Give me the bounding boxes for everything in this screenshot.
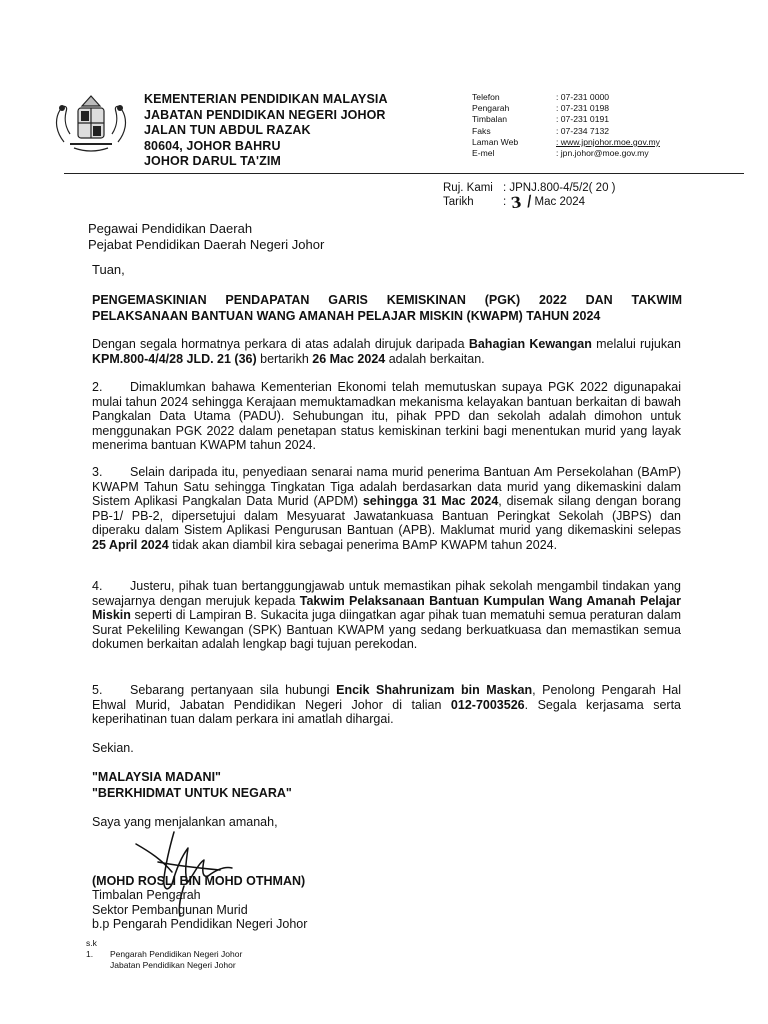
position-line: b.p Pengarah Pendidikan Negeri Johor <box>92 917 308 931</box>
contact-row <box>472 148 660 159</box>
motto-line: "BERKHIDMAT UNTUK NEGARA" <box>92 785 292 800</box>
date-value: Mac 2024 <box>534 195 586 208</box>
text-run: tidak akan diambil kira sebagai penerima BAmP KWAPM tahun 2024. <box>168 537 558 552</box>
cc-line: Jabatan Pendidikan Negeri Johor <box>110 959 236 970</box>
ref-value: : JPNJ.800-4/5/2( 20 ) <box>503 182 616 194</box>
bold-run: Takwim Pelaksanaan Bantuan Kumpulan Wang Amanah Pelajar Miskin <box>92 593 681 623</box>
text-run: Selain daripada itu, penyediaan senarai nama murid penerima Bantuan Am Persekolahan (BAmP) KWAPM Tahun Satu sehingga Tingkatan Tiga adalah berdasarkan data murid yang dikemaskini dalam Sistem Aplikasi Pangkalan Data Murid (APDM) <box>92 465 681 509</box>
org-line: JALAN TUN ABDUL RAZAK <box>144 123 311 137</box>
text-run: adalah berkaitan. <box>385 351 485 366</box>
reference-block <box>443 182 616 212</box>
org-line: KEMENTERIAN PENDIDIKAN MALAYSIA <box>144 92 388 106</box>
letter-title <box>92 293 682 324</box>
motto-line: "MALAYSIA MADANI" <box>92 770 221 784</box>
signatory-name: (MOHD ROSLI BIN MOHD OTHMAN) <box>92 874 306 888</box>
position-line: Sektor Pembangunan Murid <box>92 902 248 917</box>
text-run: , Penolong Pengarah Hal Ehwal Murid, Jabatan Pendidikan Negeri Johor di talian <box>92 683 682 712</box>
contact-row <box>472 92 660 103</box>
contact-value: : 07-234 7132 <box>556 125 610 136</box>
text-run: Sebarang pertanyaan sila hubungi <box>130 683 337 697</box>
ministry-address <box>144 92 388 170</box>
contact-label: Laman Web <box>472 136 519 147</box>
coat-of-arms-logo <box>46 92 136 154</box>
text-run: , disemak silang dengan borang PB-1/ PB-2, dipersetujui dalam Mesyuarat Jawatankuasa Bantuan Peringkat Sekolah (JBPS) dan diperaku dalam Sistem Aplikasi Pengurusan Bantuan (APB). Maklumat murid yang dikemaskini selepas <box>92 494 681 538</box>
date-label: Tarikh <box>443 195 474 208</box>
cc-number: 1. <box>86 948 94 959</box>
title-line: PENGEMASKINIAN PENDAPATAN GARIS KEMISKINAN (PGK) 2022 DAN TAKWIM <box>92 293 682 307</box>
paragraph-1 <box>92 337 681 366</box>
bold-run: 012-7003526 <box>450 697 525 712</box>
org-line: JABATAN PENDIDIKAN NEGERI JOHOR <box>144 107 386 122</box>
text-run: Justeru, pihak tuan bertanggungjawab untuk memastikan pihak sekolah mengambil tindakan yang sewajarnya dengan merujuk kepada <box>92 579 681 608</box>
bold-run: Bahagian Kewangan <box>468 337 592 351</box>
contact-value: : 07-231 0198 <box>556 103 610 114</box>
text-run: Dimaklumkan bahawa Kementerian Ekonomi telah memutuskan supaya PGK 2022 digunapakai mulai tahun 2024 sehingga Kerajaan memuktamadkan mekanisma kelayakan bantuan berkaitan di bawah Pangkalan Data Utama (PADU). Sehubungan itu, pihak PPD dan sekolah adalah dimohon untuk menggunakan PGK 2022 dalam penetapan status kemiskinan terkini bagi menentukan murid yang layak menerima bantuan KWAPM tahun 2024. <box>92 380 681 453</box>
position-line: Timbalan Pengarah <box>92 888 201 902</box>
website-link[interactable]: : www.jpnjohor.moe.gov.my <box>556 136 660 147</box>
recipient-line: Pejabat Pendidikan Daerah Negeri Johor <box>88 237 325 252</box>
motto <box>92 770 292 801</box>
contact-label: Timbalan <box>472 114 508 125</box>
contact-row <box>472 126 660 137</box>
text-run: seperti di Lampiran B. Sukacita juga diingatkan agar pihak tuan mematuhi semua peraturan dalam Surat Pekeliling Kewangan (SPK) Bantuan KWAPM yang sedang berkuatkuasa dan memastikan semua dokumen berkaitan adalah lengkap bagi tujuan perekodan. <box>92 608 681 652</box>
contact-label: Pengarah <box>472 103 510 114</box>
paragraph-number: 3. <box>92 465 103 479</box>
closing-sekian: Sekian. <box>92 741 134 755</box>
date-colon: : <box>503 195 507 208</box>
contact-info <box>472 92 660 159</box>
contact-label: E-mel <box>472 148 495 159</box>
org-line: 80604, JOHOR BAHRU <box>144 138 281 153</box>
closing-amanah: Saya yang menjalankan amanah, <box>92 815 278 829</box>
cc-item-cont <box>86 960 242 971</box>
date-row <box>443 191 616 212</box>
salutation: Tuan, <box>92 262 125 277</box>
signatory-position <box>92 888 307 932</box>
text-run: bertarikh <box>256 351 313 366</box>
title-line: PELAKSANAAN BANTUAN WANG AMANAH PELAJAR MISKIN (KWAPM) TAHUN 2024 <box>92 308 601 323</box>
contact-label: Telefon <box>472 92 500 102</box>
cc-indent <box>86 960 110 971</box>
paragraph-4 <box>92 579 681 652</box>
cc-list <box>86 938 242 970</box>
bold-run: 25 April 2024 <box>92 537 169 552</box>
bold-run: KPM.800-4/4/28 JLD. 21 (36) <box>92 351 257 366</box>
paragraph-number: 5. <box>92 683 103 697</box>
text-run: . Segala kerjasama serta keperihatinan tuan dalam perkara ini amatlah dihargai. <box>92 697 681 727</box>
ref-label: Ruj. Kami <box>443 182 493 194</box>
bold-run: 26 Mac 2024 <box>312 351 386 366</box>
date-handwritten-day: 3 / <box>510 191 534 212</box>
org-line: JOHOR DARUL TA'ZIM <box>144 154 281 168</box>
cc-item <box>86 949 242 960</box>
header-divider <box>64 173 744 174</box>
paragraph-5 <box>92 683 681 727</box>
recipient <box>88 221 324 253</box>
text-run: melalui rujukan <box>591 337 682 351</box>
bold-run: sehingga 31 Mac 2024 <box>362 494 499 509</box>
contact-label: Faks <box>472 125 491 136</box>
paragraph-3 <box>92 465 681 553</box>
contact-row <box>472 114 660 125</box>
email-value: : jpn.johor@moe.gov.my <box>556 148 649 159</box>
cc-label: s.k <box>86 938 97 948</box>
contact-row <box>472 137 660 148</box>
paragraph-number: 4. <box>92 579 103 593</box>
paragraph-number: 2. <box>92 380 103 394</box>
contact-value: : 07-231 0000 <box>556 92 610 102</box>
contact-value: : 07-231 0191 <box>556 114 610 125</box>
cc-line: Pengarah Pendidikan Negeri Johor <box>110 948 243 959</box>
bold-run: Encik Shahrunizam bin Maskan <box>336 683 533 697</box>
paragraph-2 <box>92 380 681 453</box>
recipient-line: Pegawai Pendidikan Daerah <box>88 221 253 236</box>
text-run: Dengan segala hormatnya perkara di atas adalah dirujuk daripada <box>92 337 469 351</box>
contact-row <box>472 103 660 114</box>
